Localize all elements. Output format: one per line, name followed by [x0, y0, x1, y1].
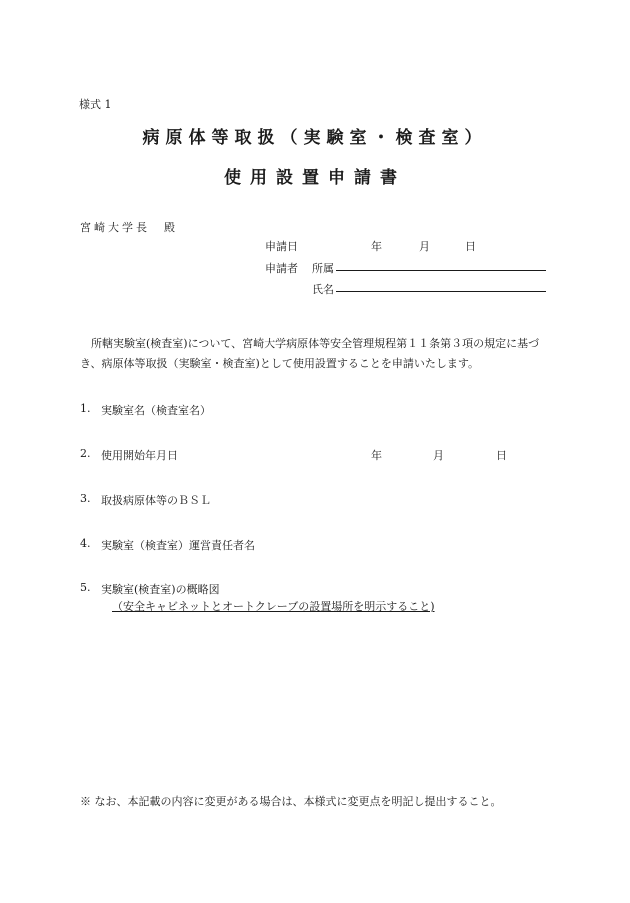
form-number: 様式 1 — [79, 98, 112, 111]
item-3-number: 3. — [80, 492, 91, 505]
item-5-number: 5. — [80, 581, 91, 594]
item-2-day: 日 — [496, 449, 507, 462]
item-5-instruction: （安全キャビネットとオートクレーブの設置場所を明示すること) — [112, 600, 435, 613]
name-label: 氏名 — [312, 283, 334, 296]
item-4-number: 4. — [80, 537, 91, 550]
item-2-label: 使用開始年月日 — [101, 449, 178, 462]
item-5-label: 実験室(検査室)の概略図 — [101, 583, 220, 596]
footnote: ※ なお、本記載の内容に変更がある場合は、本様式に変更点を明記し提出すること。 — [80, 795, 502, 808]
item-2-year: 年 — [371, 449, 382, 462]
affiliation-label: 所属 — [312, 262, 334, 275]
item-2-month: 月 — [433, 449, 444, 462]
affiliation-field-line[interactable] — [336, 270, 546, 271]
item-3-label: 取扱病原体等のＢＳＬ — [101, 494, 211, 507]
item-2-number: 2. — [80, 447, 91, 460]
applicant-label: 申請者 — [265, 262, 298, 275]
item-1-number: 1. — [80, 402, 91, 415]
item-1-label: 実験室名（検査室名） — [101, 404, 211, 417]
item-4-label: 実験室（検査室）運営責任者名 — [101, 539, 255, 552]
name-field-line[interactable] — [336, 291, 546, 292]
addressee: 宮崎大学長 殿 — [80, 221, 178, 234]
title-line-1: 病原体等取扱（実験室・検査室） — [142, 128, 488, 148]
date-year: 年 — [371, 240, 382, 253]
date-day: 日 — [465, 240, 476, 253]
body-paragraph: 所轄実験室(検査室)について、宮崎大学病原体等安全管理規程第１１条第３項の規定に基づき、病原体等取扱（実験室・検査室)として使用設置することを申請いたします。 — [80, 337, 540, 370]
date-label: 申請日 — [265, 240, 298, 253]
title-line-2: 使用設置申請書 — [224, 168, 406, 188]
date-month: 月 — [419, 240, 430, 253]
